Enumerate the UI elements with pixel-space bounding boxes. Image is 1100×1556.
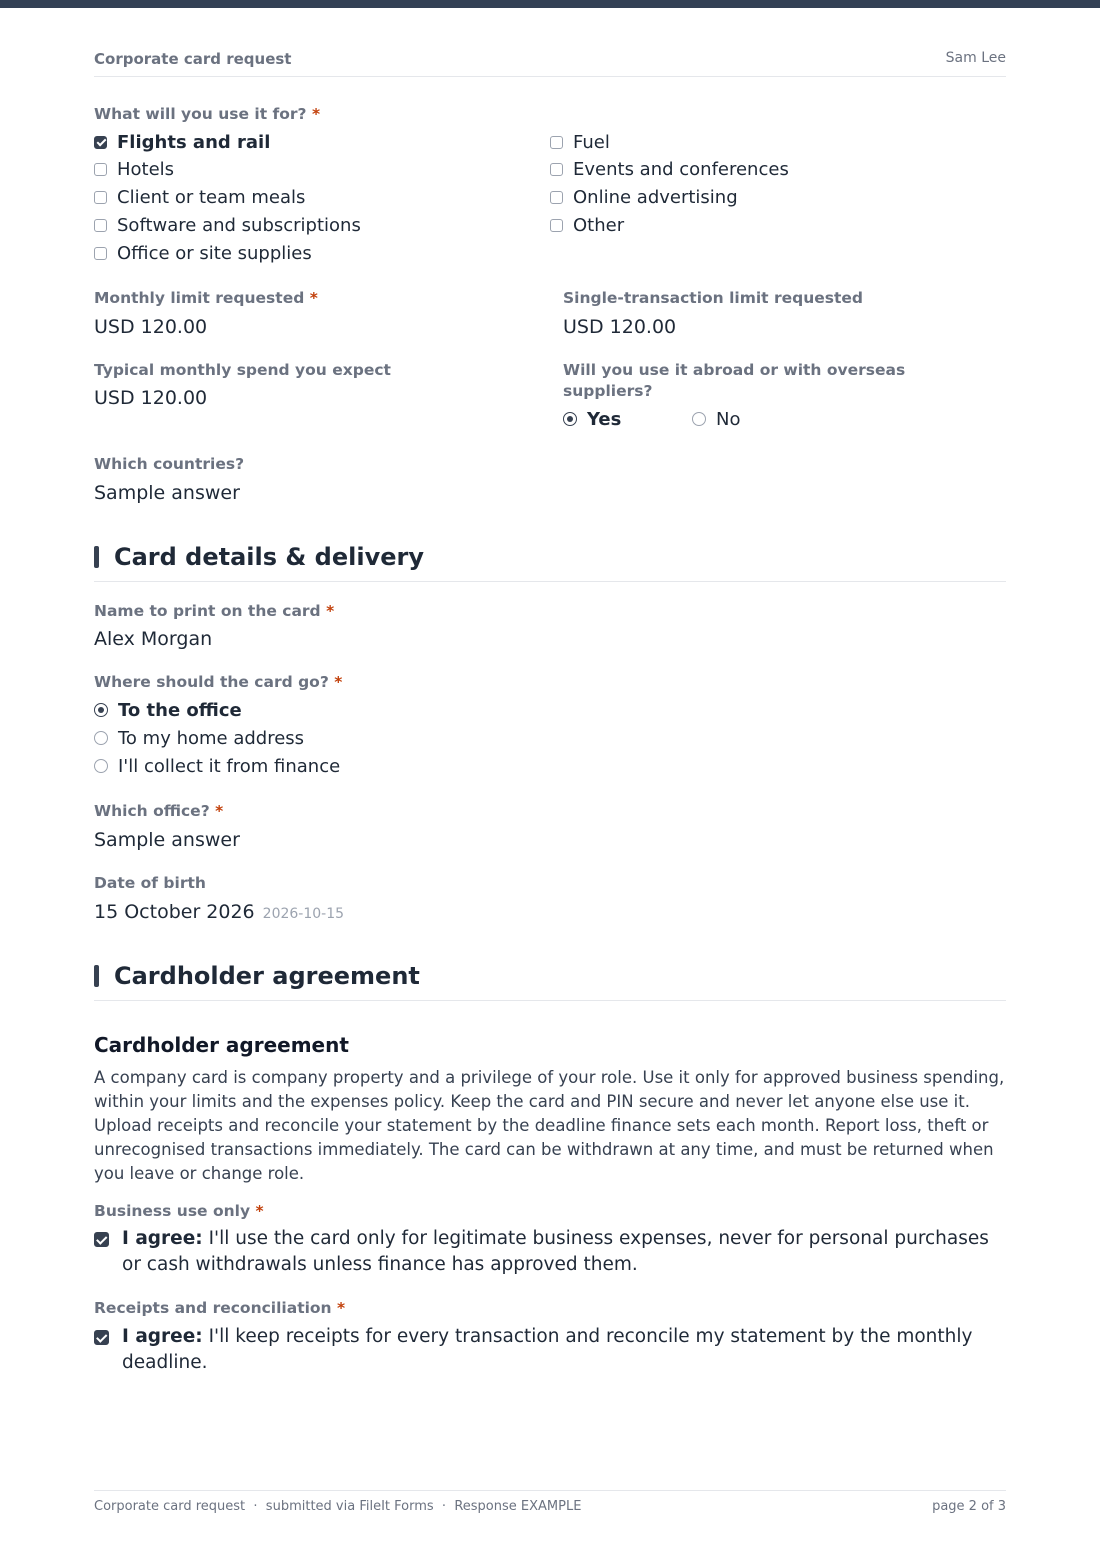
footer-text: Corporate card request · submitted via FileIt Forms · Response EXAMPLE xyxy=(94,1499,582,1514)
checkbox-icon xyxy=(550,136,563,149)
dob-label: Date of birth xyxy=(94,874,206,892)
checkbox-office-supplies[interactable] xyxy=(94,241,312,265)
checkbox-hotels[interactable] xyxy=(94,157,174,181)
checkbox-fuel[interactable] xyxy=(550,130,610,154)
office-label-text: Which office? xyxy=(94,802,210,820)
option-label: Yes xyxy=(587,408,622,430)
monthly-limit-value: USD 120.00 xyxy=(94,316,208,338)
agree-text xyxy=(122,1226,1006,1278)
card-name-value: Alex Morgan xyxy=(94,628,213,650)
countries-value: Sample answer xyxy=(94,482,240,504)
receipts-label xyxy=(94,1298,345,1319)
card-name-label-text: Name to print on the card xyxy=(94,602,321,620)
checkbox-icon xyxy=(94,219,107,232)
radio-to-office[interactable] xyxy=(94,698,242,722)
page-header xyxy=(94,48,1006,77)
checkbox-software[interactable] xyxy=(94,213,361,237)
office-label xyxy=(94,801,223,822)
page-number: page 2 of 3 xyxy=(932,1499,1006,1514)
single-limit-value: USD 120.00 xyxy=(563,316,677,338)
section-marker xyxy=(94,546,99,568)
office-value: Sample answer xyxy=(94,829,240,851)
checkbox-events[interactable] xyxy=(550,157,789,181)
delivery-label-text: Where should the card go? xyxy=(94,673,329,691)
business-use-label xyxy=(94,1201,264,1222)
typical-spend-value: USD 120.00 xyxy=(94,387,208,409)
page-footer xyxy=(94,1490,1006,1514)
option-label: Online advertising xyxy=(573,186,738,208)
section-card-details xyxy=(94,543,1006,582)
countries-label: Which countries? xyxy=(94,455,245,473)
single-limit-label: Single-transaction limit requested xyxy=(563,289,864,307)
agree-prefix: I agree: xyxy=(122,1228,203,1249)
dob-display: 15 October 2026 xyxy=(94,901,255,923)
agree-receipts[interactable] xyxy=(94,1324,1006,1376)
checkbox-icon xyxy=(550,163,563,176)
agree-body: I'll keep receipts for every transaction and reconcile my statement by the monthly deadline. xyxy=(122,1326,973,1373)
radio-selected-icon xyxy=(94,703,108,717)
section-marker xyxy=(94,965,99,987)
required-mark: * xyxy=(326,602,335,620)
radio-selected-icon xyxy=(563,412,577,426)
dob-value xyxy=(94,900,344,926)
option-label: Hotels xyxy=(117,158,175,180)
section-agreement xyxy=(94,962,1006,1001)
agree-text xyxy=(122,1324,1006,1376)
required-mark: * xyxy=(311,105,321,123)
section-title: Card details & delivery xyxy=(114,543,424,571)
monthly-limit-label-text: Monthly limit requested xyxy=(94,289,305,307)
agree-business-use[interactable] xyxy=(94,1226,1006,1278)
radio-icon xyxy=(94,731,108,745)
required-mark: * xyxy=(215,802,224,820)
checkbox-client-meals[interactable] xyxy=(94,185,305,209)
checkbox-online-advertising[interactable] xyxy=(550,185,738,209)
checkbox-icon xyxy=(94,247,107,260)
business-use-label-text: Business use only xyxy=(94,1202,251,1220)
option-label: Events and conferences xyxy=(573,158,789,180)
delivery-label xyxy=(94,672,342,693)
required-mark: * xyxy=(334,673,343,691)
usage-label-text: What will you use it for? xyxy=(94,105,307,123)
checkbox-icon xyxy=(550,219,563,232)
required-mark: * xyxy=(255,1202,264,1220)
card-name-label xyxy=(94,601,334,622)
required-mark: * xyxy=(309,289,318,307)
agree-body: I'll use the card only for legitimate business expenses, never for personal purchases or cash withdrawals unless finance has approved them. xyxy=(122,1228,989,1275)
checkbox-icon xyxy=(550,191,563,204)
agreement-paragraph: A company card is company property and a privilege of your role. Use it only for approved business spending, within your limits and the expenses policy. Keep the card and PIN secure and never let anyone else use it. Upload receipts and reconcile your statement by the deadline finance sets each month. Report loss, theft or unrecognised transactions immediately. The card can be withdrawn at any time, and must be returned when you leave or change role. xyxy=(94,1068,1005,1183)
option-label: To my home address xyxy=(118,727,305,749)
option-label: Office or site supplies xyxy=(117,242,312,264)
radio-abroad-yes[interactable] xyxy=(563,407,621,431)
agreement-subheading: Cardholder agreement xyxy=(94,1033,349,1057)
radio-home-address[interactable] xyxy=(94,726,304,750)
usage-label xyxy=(94,104,320,125)
user-name: Sam Lee xyxy=(945,50,1006,66)
option-label: To the office xyxy=(118,699,242,721)
required-mark: * xyxy=(337,1299,346,1317)
option-label: Client or team meals xyxy=(117,186,306,208)
document-title: Corporate card request xyxy=(94,50,292,68)
checkbox-other[interactable] xyxy=(550,213,624,237)
option-label: I'll collect it from finance xyxy=(118,755,341,777)
section-title: Cardholder agreement xyxy=(114,962,420,990)
radio-icon xyxy=(692,412,706,426)
checkbox-icon xyxy=(94,191,107,204)
checkbox-checked-icon xyxy=(94,1330,109,1345)
radio-abroad-no[interactable] xyxy=(692,407,740,431)
receipts-label-text: Receipts and reconciliation xyxy=(94,1299,332,1317)
checkbox-flights-rail[interactable] xyxy=(94,130,270,154)
checkbox-checked-icon xyxy=(94,136,107,149)
checkbox-icon xyxy=(94,163,107,176)
checkbox-checked-icon xyxy=(94,1232,109,1247)
agree-prefix: I agree: xyxy=(122,1326,203,1347)
option-label: Software and subscriptions xyxy=(117,214,361,236)
option-label: Other xyxy=(573,214,625,236)
option-label: No xyxy=(716,408,741,430)
dob-iso: 2026-10-15 xyxy=(262,906,345,922)
top-accent-bar xyxy=(0,0,1100,8)
monthly-limit-label xyxy=(94,288,318,309)
typical-spend-label: Typical monthly spend you expect xyxy=(94,361,391,379)
option-label: Fuel xyxy=(573,131,610,153)
radio-icon xyxy=(94,759,108,773)
option-label: Flights and rail xyxy=(117,131,271,153)
radio-collect-finance[interactable] xyxy=(94,754,340,778)
abroad-label: Will you use it abroad or with overseas suppliers? xyxy=(563,361,906,400)
